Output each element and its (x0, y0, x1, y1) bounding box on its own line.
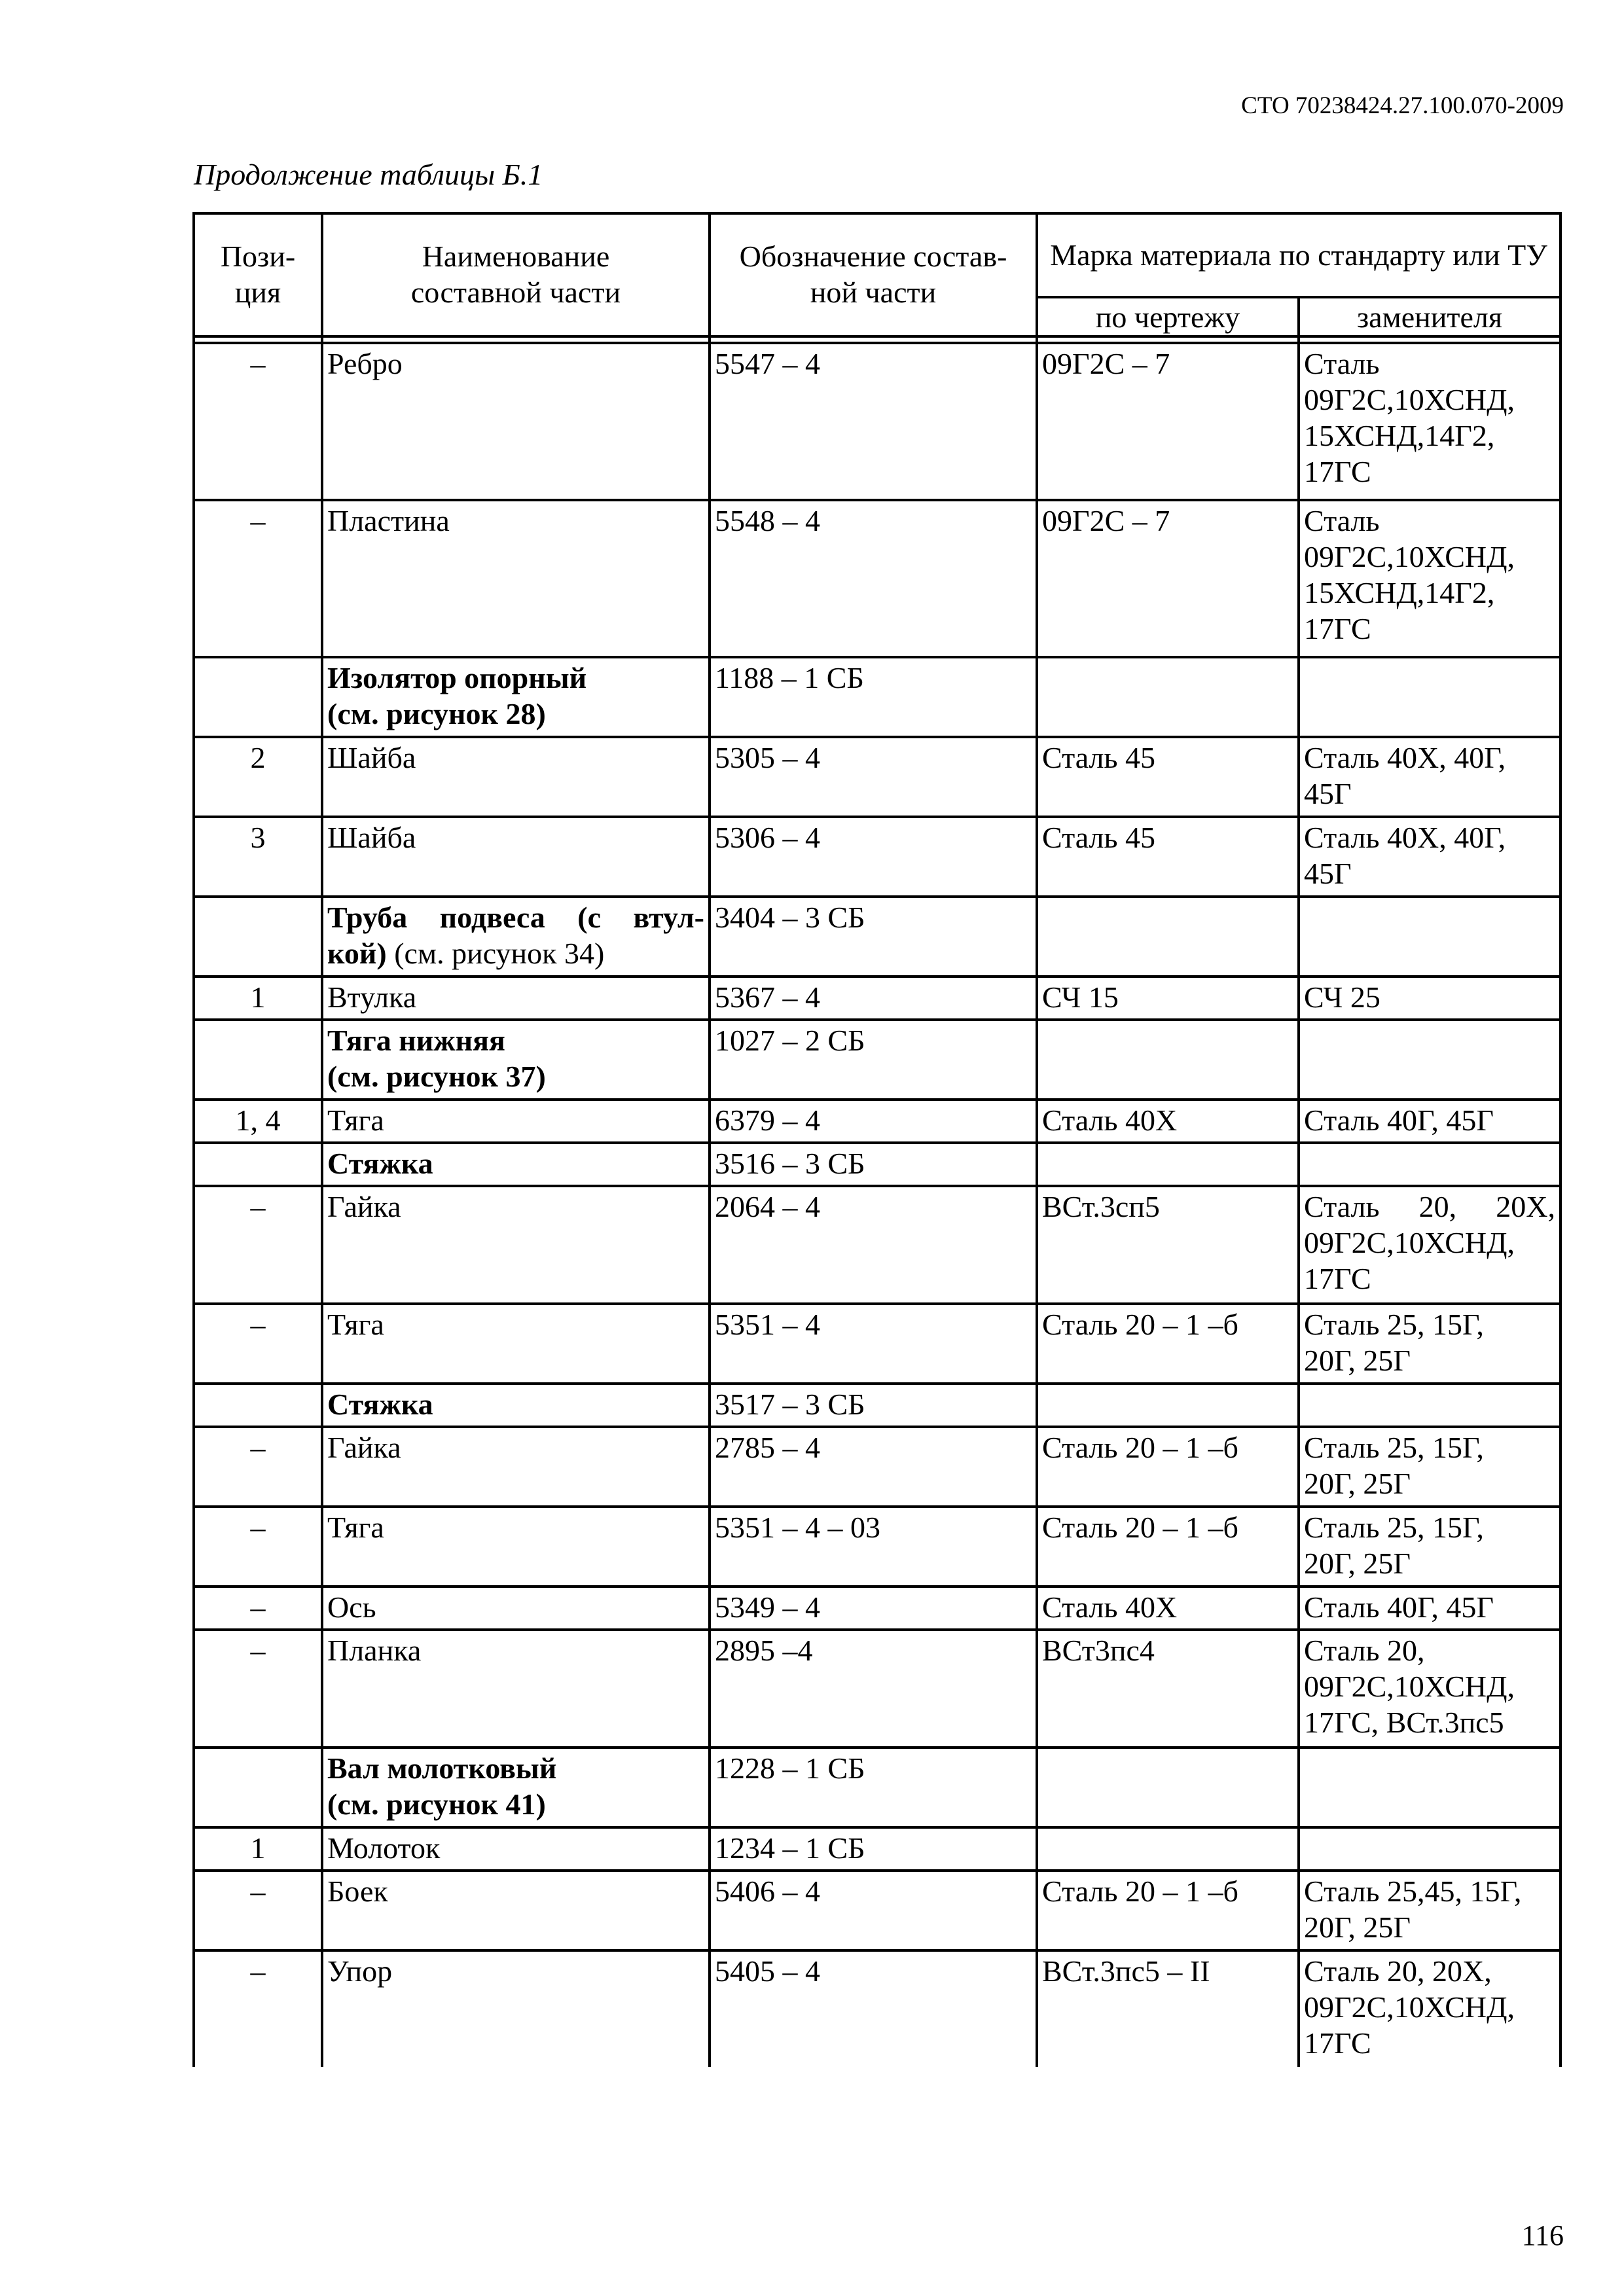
table-row (194, 1143, 1561, 1186)
header-substitute: заменителя (1299, 297, 1561, 336)
cell-designation: 1228 – 1 СБ (710, 1748, 1037, 1827)
header-material: Марка материала по стандарту или ТУ (1037, 213, 1561, 297)
cell-substitute (1299, 657, 1561, 737)
cell-designation: 5367 – 4 (710, 977, 1037, 1020)
cell-designation: 3404 – 3 СБ (710, 897, 1037, 977)
cell-designation: 5405 – 4 (710, 1950, 1037, 2067)
cell-by-drawing: Сталь 45 (1037, 737, 1299, 817)
cell-position: – (194, 1186, 322, 1304)
table-row (194, 1384, 1561, 1427)
cell-by-drawing: Сталь 20 – 1 –б (1037, 1507, 1299, 1587)
cell-name-line (327, 935, 704, 971)
cell-substitute (1299, 1020, 1561, 1100)
document-code: СТО 70238424.27.100.070-2009 (1241, 92, 1564, 119)
cell-substitute: Сталь 40Х, 40Г, 45Г (1299, 737, 1561, 817)
cell-name-bold: кой) (327, 937, 387, 970)
table-row (194, 1427, 1561, 1507)
cell-designation: 5406 – 4 (710, 1871, 1037, 1950)
table-row (194, 1587, 1561, 1630)
cell-substitute: СЧ 25 (1299, 977, 1561, 1020)
cell-position: – (194, 343, 322, 500)
cell-name: Боек (322, 1871, 710, 1950)
cell-substitute: Сталь 25, 15Г, 20Г, 25Г (1299, 1427, 1561, 1507)
cell-name: Вал молотковый (см. рисунок 41) (322, 1748, 710, 1827)
cell-name: Ребро (322, 343, 710, 500)
cell-designation: 2064 – 4 (710, 1186, 1037, 1304)
cell-by-drawing: Сталь 20 – 1 –б (1037, 1871, 1299, 1950)
cell-by-drawing (1037, 897, 1299, 977)
cell-position: – (194, 1871, 322, 1950)
cell-designation: 5547 – 4 (710, 343, 1037, 500)
cell-substitute (1299, 1186, 1561, 1304)
cell-name: Изолятор опорный (см. рисунок 28) (322, 657, 710, 737)
cell-position (194, 1143, 322, 1186)
cell-substitute: Сталь 40Х, 40Г, 45Г (1299, 817, 1561, 897)
cell-designation: 5349 – 4 (710, 1587, 1037, 1630)
table-row (194, 1630, 1561, 1748)
cell-substitute (1299, 1827, 1561, 1871)
cell-position: – (194, 1587, 322, 1630)
cell-substitute: Сталь 25,45, 15Г, 20Г, 25Г (1299, 1871, 1561, 1950)
header-name: Наименование составной части (322, 213, 710, 336)
table-row (194, 1507, 1561, 1587)
table-row (194, 817, 1561, 897)
table-caption: Продолжение таблицы Б.1 (194, 158, 543, 191)
cell-designation: 1188 – 1 СБ (710, 657, 1037, 737)
cell-name: Втулка (322, 977, 710, 1020)
cell-position (194, 657, 322, 737)
cell-substitute (1299, 1384, 1561, 1427)
cell-by-drawing: ВСт.3сп5 (1037, 1186, 1299, 1304)
cell-position: – (194, 1507, 322, 1587)
header-designation: Обозначение состав- ной части (710, 213, 1037, 336)
parts-table (192, 212, 1562, 2067)
page-number: 116 (1521, 2219, 1564, 2251)
cell-substitute (1299, 1748, 1561, 1827)
cell-position (194, 1384, 322, 1427)
cell-substitute: Сталь 40Г, 45Г (1299, 1587, 1561, 1630)
cell-by-drawing (1037, 1020, 1299, 1100)
cell-substitute: Сталь 40Г, 45Г (1299, 1100, 1561, 1143)
cell-position: – (194, 1630, 322, 1748)
cell-position: 1, 4 (194, 1100, 322, 1143)
cell-by-drawing: 09Г2С – 7 (1037, 500, 1299, 657)
cell-designation: 5306 – 4 (710, 817, 1037, 897)
cell-name-rest: (см. рисунок 34) (386, 937, 605, 970)
cell-substitute (1299, 1143, 1561, 1186)
cell-name: Упор (322, 1950, 710, 2067)
cell-substitute-line: 09Г2С,10ХСНД, 17ГС (1304, 1226, 1515, 1295)
cell-by-drawing (1037, 1827, 1299, 1871)
table-row (194, 1020, 1561, 1100)
cell-position (194, 1020, 322, 1100)
cell-substitute-line: Сталь 20, 20Х, (1304, 1190, 1556, 1223)
cell-position: 3 (194, 817, 322, 897)
cell-by-drawing: Сталь 40Х (1037, 1100, 1299, 1143)
cell-designation: 1234 – 1 СБ (710, 1827, 1037, 1871)
cell-by-drawing: ВСт3пс4 (1037, 1630, 1299, 1748)
table-row (194, 1186, 1561, 1304)
cell-name: Молоток (322, 1827, 710, 1871)
cell-name-line: Труба подвеса (с втул- (327, 901, 704, 934)
cell-substitute: Сталь 20, 09Г2С,10ХСНД, 17ГС, ВСт.3пс5 (1299, 1630, 1561, 1748)
cell-by-drawing: Сталь 20 – 1 –б (1037, 1304, 1299, 1384)
cell-name: Шайба (322, 817, 710, 897)
cell-name: Планка (322, 1630, 710, 1748)
header-separator (194, 336, 1561, 343)
cell-position (194, 1748, 322, 1827)
cell-by-drawing (1037, 657, 1299, 737)
table-row (194, 1871, 1561, 1950)
cell-name: Тяга (322, 1507, 710, 1587)
table-row (194, 1950, 1561, 2067)
cell-name: Ось (322, 1587, 710, 1630)
cell-by-drawing: СЧ 15 (1037, 977, 1299, 1020)
cell-by-drawing: Сталь 20 – 1 –б (1037, 1427, 1299, 1507)
table-row (194, 343, 1561, 500)
cell-position: – (194, 1950, 322, 2067)
table-row (194, 1748, 1561, 1827)
cell-position: 1 (194, 977, 322, 1020)
cell-designation: 2785 – 4 (710, 1427, 1037, 1507)
table-row (194, 1827, 1561, 1871)
header-by-drawing: по чертежу (1037, 297, 1299, 336)
cell-designation: 5305 – 4 (710, 737, 1037, 817)
cell-substitute: Сталь 20, 20Х, 09Г2С,10ХСНД, 17ГС (1299, 1950, 1561, 2067)
cell-position: – (194, 500, 322, 657)
table-row (194, 1304, 1561, 1384)
header-position: Пози- ция (194, 213, 322, 336)
cell-designation: 2895 –4 (710, 1630, 1037, 1748)
cell-by-drawing: Сталь 45 (1037, 817, 1299, 897)
table-row (194, 897, 1561, 977)
table-row (194, 737, 1561, 817)
cell-designation: 3516 – 3 СБ (710, 1143, 1037, 1186)
cell-position: 2 (194, 737, 322, 817)
cell-substitute: Сталь 25, 15Г, 20Г, 25Г (1299, 1507, 1561, 1587)
cell-designation: 5351 – 4 (710, 1304, 1037, 1384)
cell-by-drawing: 09Г2С – 7 (1037, 343, 1299, 500)
cell-substitute: Сталь 25, 15Г, 20Г, 25Г (1299, 1304, 1561, 1384)
cell-name (322, 897, 710, 977)
cell-name: Пластина (322, 500, 710, 657)
cell-name: Тяга (322, 1100, 710, 1143)
header-row (194, 213, 1561, 297)
cell-designation: 6379 – 4 (710, 1100, 1037, 1143)
cell-position: – (194, 1427, 322, 1507)
cell-by-drawing: ВСт.3пс5 – II (1037, 1950, 1299, 2067)
cell-designation: 5548 – 4 (710, 500, 1037, 657)
cell-by-drawing (1037, 1384, 1299, 1427)
cell-designation: 3517 – 3 СБ (710, 1384, 1037, 1427)
cell-name: Гайка (322, 1427, 710, 1507)
cell-position: 1 (194, 1827, 322, 1871)
cell-designation: 1027 – 2 СБ (710, 1020, 1037, 1100)
cell-position: – (194, 1304, 322, 1384)
cell-substitute (1299, 897, 1561, 977)
cell-substitute: Сталь 09Г2С,10ХСНД, 15ХСНД,14Г2, 17ГС (1299, 500, 1561, 657)
cell-designation: 5351 – 4 – 03 (710, 1507, 1037, 1587)
cell-name: Шайба (322, 737, 710, 817)
table-row (194, 500, 1561, 657)
table-row (194, 1100, 1561, 1143)
table-body (194, 343, 1561, 2067)
table-row (194, 977, 1561, 1020)
cell-name: Стяжка (322, 1143, 710, 1186)
cell-by-drawing (1037, 1748, 1299, 1827)
cell-name: Тяга (322, 1304, 710, 1384)
cell-name: Тяга нижняя (см. рисунок 37) (322, 1020, 710, 1100)
cell-by-drawing: Сталь 40Х (1037, 1587, 1299, 1630)
cell-name: Гайка (322, 1186, 710, 1304)
cell-by-drawing (1037, 1143, 1299, 1186)
table-row (194, 657, 1561, 737)
cell-position (194, 897, 322, 977)
cell-substitute: Сталь 09Г2С,10ХСНД, 15ХСНД,14Г2, 17ГС (1299, 343, 1561, 500)
cell-name: Стяжка (322, 1384, 710, 1427)
